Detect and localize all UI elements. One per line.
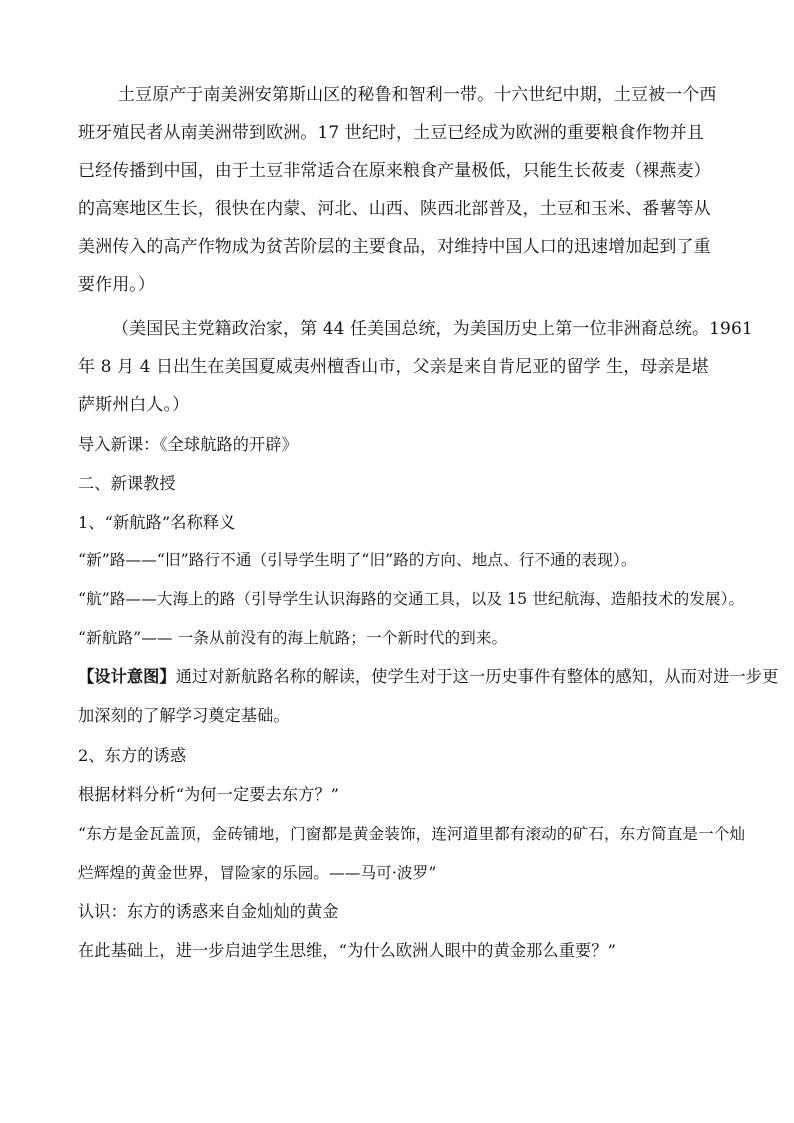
paragraph-2-line-3: 萨斯州白人。） <box>78 395 190 415</box>
intro-line: 导入新课：《全球航路的开辟》 <box>78 435 298 454</box>
paragraph-1-line-4: 的高寒地区生长，很快在内蒙、河北、山西、陕西北部普及，土豆和玉米、番薯等从 <box>78 199 711 219</box>
item-2-further: 在此基础上，进一步启迪学生思维，“为什么欧洲人眼中的黄金那么重要？” <box>78 941 616 960</box>
paragraph-1-line-5: 美洲传入的高产作物成为贫苦阶层的主要食品，对维持中国人口的迅速增加起到了重 <box>78 237 711 257</box>
item-1-line-2: “航”路——大海上的路（引导学生认识海路的交通工具，以及 15 世纪航海、造船技术的发展）。 <box>78 590 745 608</box>
design-intent-label: 【设计意图】 <box>78 667 176 686</box>
item-1-line-1: “新”路——“旧”路行不通（引导学生明了“旧”路的方向、地点、行不通的表现）。 <box>78 551 637 569</box>
item-2-question: 根据材料分析“为何一定要去东方？” <box>78 785 340 804</box>
item-2-recognition: 认识：东方的诱惑来自金灿灿的黄金 <box>78 902 339 921</box>
paragraph-2-line-2: 年 8 月 4 日出生在美国夏威夷州檀香山市，父亲是来自肯尼亚的留学 生，母亲是堪 <box>78 357 709 377</box>
item-1-title: 1、“新航路”名称释义 <box>78 513 236 532</box>
paragraph-1-line-1: 土豆原产于南美洲安第斯山区的秘鲁和智利一带。十六世纪中期，土豆被一个西 <box>118 85 717 105</box>
paragraph-1-line-2: 班牙殖民者从南美洲带到欧洲。17 世纪时，土豆已经成为欧洲的重要粮食作物并且 <box>78 123 704 143</box>
design-intent-text: 通过对新航路名称的解读，使学生对于这一历史事件有整体的感知，从而对进一步更 <box>175 667 779 686</box>
item-2-quote-line-2: 烂辉煌的黄金世界，冒险家的乐园。——马可·波罗” <box>78 864 437 882</box>
design-intent-line-1 <box>78 666 778 688</box>
item-2-title: 2、东方的诱惑 <box>78 746 187 765</box>
design-intent-line-2: 加深刻的了解学习奠定基础。 <box>78 706 290 725</box>
section-heading: 二、新课教授 <box>78 474 176 493</box>
paragraph-1-line-6: 要作用。） <box>78 275 155 295</box>
item-2-quote-line-1: “东方是金瓦盖顶，金砖铺地，门窗都是黄金装饰，连河道里都有滚动的矿石，东方简直是一个灿 <box>78 825 746 843</box>
paragraph-2-line-1: （美国民主党籍政治家，第 44 任美国总统，为美国历史上第一位非洲裔总统。1961 <box>112 319 753 339</box>
item-1-line-3: “新航路”—— 一条从前没有的海上航路；一个新时代的到来。 <box>78 629 508 647</box>
paragraph-1-line-3: 已经传播到中国，由于土豆非常适合在原来粮食产量极低，只能生长莜麦（裸燕麦） <box>78 161 711 181</box>
